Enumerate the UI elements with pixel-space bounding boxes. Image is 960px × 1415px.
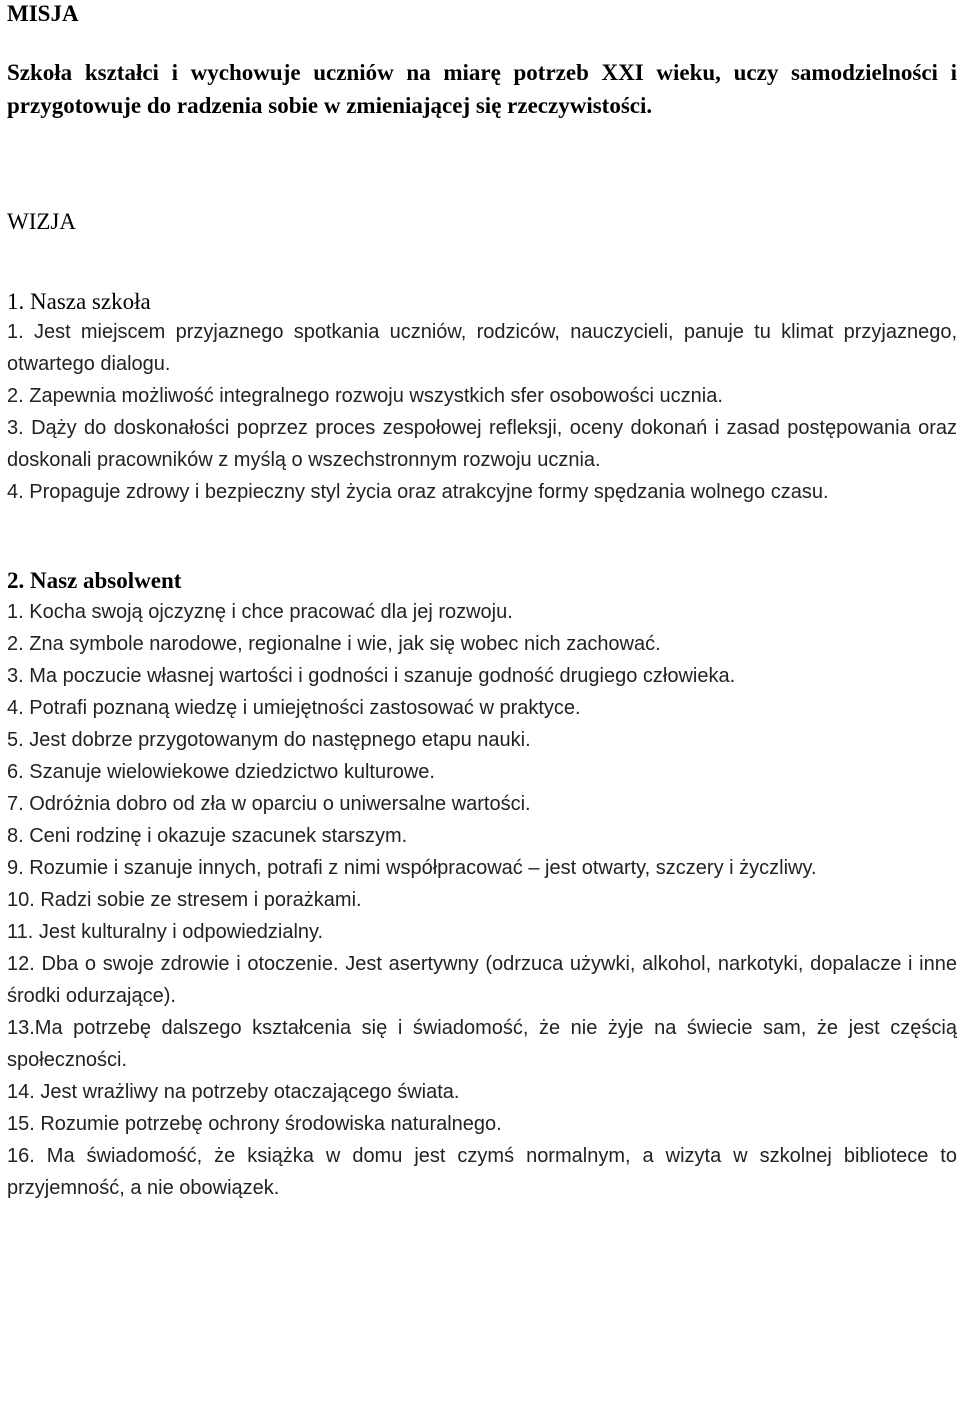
mission-section (7, 0, 957, 122)
school-title: 1. Nasza szkoła (7, 289, 151, 314)
list-item: 15. Rozumie potrzebę ochrony środowiska naturalnego. (7, 1113, 502, 1135)
list-item: 8. Ceni rodzinę i okazuje szacunek starszym. (7, 825, 408, 847)
vision-section (7, 208, 957, 1204)
list-item: 16. Ma świadomość, że książka w domu jest czymś normalnym, a wizyta w szkolnej bibliotece to przyjemność, a nie obowiązek. (7, 1145, 957, 1199)
school-section (7, 288, 957, 508)
list-item: 1. Kocha swoją ojczyznę i chce pracować dla jej rozwoju. (7, 601, 513, 623)
vision-heading: WIZJA (7, 209, 76, 234)
list-item: 10. Radzi sobie ze stresem i porażkami. (7, 889, 362, 911)
list-item: 1. Jest miejscem przyjaznego spotkania uczniów, rodziców, nauczycieli, panuje tu klimat przyjaznego, otwartego dialogu. (7, 321, 957, 375)
list-item: 9. Rozumie i szanuje innych, potrafi z nimi współpracować – jest otwarty, szczery i życzliwy. (7, 857, 817, 879)
list-item: 3. Ma poczucie własnej wartości i godności i szanuje godność drugiego człowieka. (7, 665, 736, 687)
list-item: 7. Odróżnia dobro od zła w oparciu o uniwersalne wartości. (7, 793, 531, 815)
list-item: 12. Dba o swoje zdrowie i otoczenie. Jest asertywny (odrzuca używki, alkohol, narkotyki, dopalacze i inne środki odurzające). (7, 953, 957, 1007)
list-item: 11. Jest kulturalny i odpowiedzialny. (7, 921, 324, 943)
list-item: 4. Potrafi poznaną wiedzę i umiejętności zastosować w praktyce. (7, 697, 581, 719)
graduate-title: 2. Nasz absolwent (7, 568, 182, 593)
list-item: 3. Dąży do doskonałości poprzez proces zespołowej refleksji, oceny dokonań i zasad postępowania oraz doskonali pracowników z myślą o wszechstronnym rozwoju ucznia. (7, 417, 957, 471)
list-item: 13.Ma potrzebę dalszego kształcenia się i świadomość, że nie żyje na świecie sam, że jest częścią społeczności. (7, 1017, 957, 1071)
mission-text: Szkoła kształci i wychowuje uczniów na miarę potrzeb XXI wieku, uczy samodzielności i przygotowuje do radzenia sobie w zmieniającej się rzeczywistości. (7, 60, 957, 118)
document-page (7, 0, 957, 1204)
mission-heading: MISJA (7, 1, 79, 26)
list-item: 6. Szanuje wielowiekowe dziedzictwo kulturowe. (7, 761, 435, 783)
list-item: 5. Jest dobrze przygotowanym do następnego etapu nauki. (7, 729, 531, 751)
list-item: 14. Jest wrażliwy na potrzeby otaczającego świata. (7, 1081, 460, 1103)
list-item: 2. Zapewnia możliwość integralnego rozwoju wszystkich sfer osobowości ucznia. (7, 385, 723, 407)
list-item: 2. Zna symbole narodowe, regionalne i wie, jak się wobec nich zachować. (7, 633, 661, 655)
list-item: 4. Propaguje zdrowy i bezpieczny styl życia oraz atrakcyjne formy spędzania wolnego czasu. (7, 481, 829, 503)
graduate-section (7, 566, 957, 1204)
